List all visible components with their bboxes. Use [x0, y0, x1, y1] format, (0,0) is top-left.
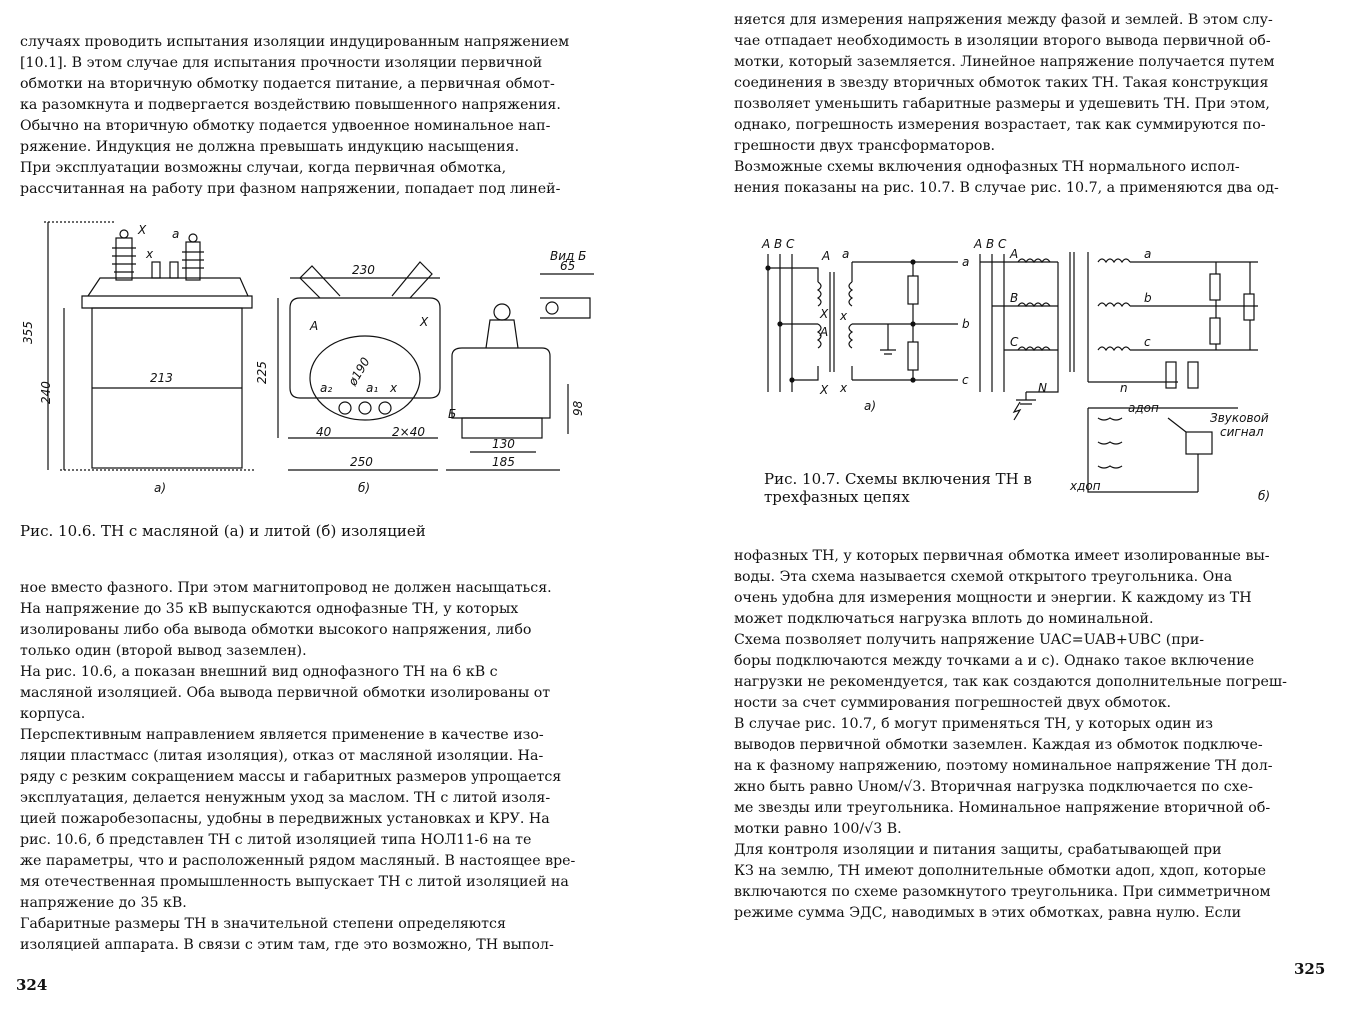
dim-250: 250: [350, 455, 373, 469]
label-c-star: c: [1144, 335, 1151, 349]
label-X-wind: X: [820, 307, 829, 321]
label-N: N: [1038, 381, 1047, 395]
figure-10-7-caption-line2: трехфазных цепях: [764, 488, 910, 506]
text-line: выводов первичной обмотки заземлен. Каждая из обмоток подключе-: [734, 737, 1263, 753]
dim-240: 240: [39, 381, 53, 404]
label-B-star: B: [1010, 291, 1019, 305]
text-line: напряжение до 35 кВ.: [20, 895, 187, 911]
label-A-b: A: [974, 237, 983, 251]
label-sub-b: б): [1258, 489, 1271, 503]
dim-2x40: 2×40: [392, 425, 425, 439]
dim-40: 40: [316, 425, 332, 439]
text-line: соединения в звезду вторичных обмоток таких ТН. Такая конструкция: [734, 75, 1269, 91]
dim-130: 130: [492, 437, 515, 451]
text-line: изолированы либо оба вывода обмотки высокого напряжения, либо: [20, 622, 532, 638]
label-B-b: B: [986, 237, 995, 251]
dim-65: 65: [560, 259, 576, 273]
text-line: режиме сумма ЭДС, наводимых в этих обмотках, равна нулю. Если: [734, 905, 1242, 921]
label-X2: X: [420, 315, 429, 329]
text-line: нения показаны на рис. 10.7. В случае рис. 10.7, а применяются два од-: [734, 180, 1279, 196]
dim-185: 185: [492, 455, 515, 469]
text-line: эксплуатация, делается ненужным уход за маслом. ТН с литой изоля-: [20, 790, 551, 806]
text-line: корпуса.: [20, 706, 86, 722]
figure-10-7-caption-line1: Рис. 10.7. Схемы включения ТН в: [764, 470, 1032, 488]
dim-225: 225: [255, 361, 269, 384]
label-a-out: a: [842, 247, 850, 261]
label-view-b: Вид Б: [550, 249, 587, 263]
text-line: ности за счет суммирования погрешностей двух обмоток.: [734, 695, 1172, 711]
text-line: При эксплуатации возможны случаи, когда первичная обмотка,: [20, 160, 507, 176]
text-line: только один (второй вывод заземлен).: [20, 643, 307, 659]
label-x-dop: xдоп: [1070, 479, 1101, 493]
text-line: В случае рис. 10.7, б могут применяться ТН, у которых один из: [734, 716, 1213, 732]
label-b-term: b: [962, 317, 970, 331]
text-line: цией пожаробезопасны, удобны в передвижных установках и КРУ. На: [20, 811, 550, 827]
label-a2: a₂: [320, 381, 333, 395]
page-number-left: 324: [16, 976, 48, 994]
text-line: Перспективным направлением является применение в качестве изо-: [20, 727, 544, 743]
label-x: x: [146, 247, 154, 261]
text-line: ка разомкнута и подвергается воздействию повышенного напряжения.: [20, 97, 561, 113]
label-C-star: C: [1010, 335, 1019, 349]
label-C-b: C: [998, 237, 1007, 251]
figure-10-6: [20, 208, 610, 508]
label-B: Б: [448, 407, 457, 421]
label-X: X: [138, 223, 147, 237]
right-bottom-paragraph: [734, 546, 1324, 924]
label-sub-a: а): [864, 399, 877, 413]
text-line: Для контроля изоляции и питания защиты, срабатывающей при: [734, 842, 1222, 858]
label-sub-a: а): [154, 481, 167, 495]
text-line: [10.1]. В этом случае для испытания прочности изоляции первичной: [20, 55, 543, 71]
text-line: случаях проводить испытания изоляции индуцированным напряжением: [20, 34, 570, 50]
text-line: однако, погрешность измерения возрастает, так как суммируются по-: [734, 117, 1266, 133]
text-line: очень удобна для измерения мощности и энергии. К каждому из ТН: [734, 590, 1252, 606]
label-a: a: [172, 227, 180, 241]
text-line: нагрузки не рекомендуется, так как создаются дополнительные погреш-: [734, 674, 1287, 690]
text-line: на к фазному напряжению, поэтому номинальное напряжение ТН дол-: [734, 758, 1273, 774]
scheme-b-star: [980, 252, 1258, 492]
label-a-term: a: [962, 255, 970, 269]
text-line: ме звезды или треугольника. Номинальное напряжение вторичной об-: [734, 800, 1271, 816]
page-number-right: 325: [1294, 960, 1326, 978]
right-page: [674, 0, 1348, 1012]
text-line: мотки равно 100/√3 В.: [734, 821, 902, 837]
text-line: жно быть равно Uном/√3. Вторичная нагрузка подключается по схе-: [734, 779, 1253, 795]
label-A-a: A: [762, 237, 771, 251]
label-sound-2: сигнал: [1220, 425, 1264, 439]
label-a-star: a: [1144, 247, 1152, 261]
left-top-paragraph: [20, 32, 604, 200]
text-line: воды. Эта схема называется схемой открытого треугольника. Она: [734, 569, 1233, 585]
text-line: На напряжение до 35 кВ выпускаются однофазные ТН, у которых: [20, 601, 519, 617]
text-line: нофазных ТН, у которых первичная обмотка имеет изолированные вы-: [734, 548, 1270, 564]
text-line: Габаритные размеры ТН в значительной степени определяются: [20, 916, 506, 932]
text-line: чае отпадает необходимость в изоляции второго вывода первичной об-: [734, 33, 1271, 49]
text-line: же параметры, что и расположенный рядом масляный. В настоящее вре-: [20, 853, 576, 869]
text-line: Схема позволяет получить напряжение UAC=UAB+UBC (при-: [734, 632, 1205, 648]
dim-213: 213: [150, 371, 173, 385]
text-line: обмотки на вторичную обмотку подается питание, а первичная обмот-: [20, 76, 555, 92]
text-line: изоляцией аппарата. В связи с этим там, где это возможно, ТН выпол-: [20, 937, 554, 953]
label-C-a: C: [786, 237, 795, 251]
text-line: ряду с резким сокращением массы и габаритных размеров упрощается: [20, 769, 562, 785]
label-A-star: A: [1010, 247, 1019, 261]
label-sub-b: б): [358, 481, 371, 495]
text-line: позволяет уменьшить габаритные размеры и удешевить ТН. При этом,: [734, 96, 1270, 112]
text-line: ряжение. Индукция не должна превышать индукцию насыщения.: [20, 139, 520, 155]
dim-190: ø190: [345, 354, 373, 389]
text-line: рассчитанная на работу при фазном напряжении, попадает под линей-: [20, 181, 561, 197]
left-bottom-paragraph: [20, 578, 604, 956]
label-A: A: [310, 319, 319, 333]
dim-98: 98: [571, 400, 585, 416]
scheme-a-open-delta: [766, 254, 958, 392]
text-line: боры подключаются между точками а и с). Однако такое включение: [734, 653, 1255, 669]
text-line: мя отечественная промышленность выпускает ТН с литой изоляцией на: [20, 874, 569, 890]
text-line: может подключаться нагрузка вплоть до номинальной.: [734, 611, 1154, 627]
text-line: рис. 10.6, б представлен ТН с литой изоляцией типа НОЛ11-6 на те: [20, 832, 532, 848]
label-x-out2: x: [840, 381, 848, 395]
text-line: Возможные схемы включения однофазных ТН нормального испол-: [734, 159, 1240, 175]
text-line: мотки, который заземляется. Линейное напряжение получается путем: [734, 54, 1275, 70]
cast-transformer-side: [446, 274, 594, 470]
text-line: грешности двух трансформаторов.: [734, 138, 995, 154]
label-sound-1: Звуковой: [1210, 411, 1269, 425]
label-X-wind2: X: [820, 383, 829, 397]
label-a-dop: aдоп: [1128, 401, 1159, 415]
figure-10-6-caption: Рис. 10.6. ТН с масляной (а) и литой (б) изоляцией: [20, 522, 426, 540]
text-line: КЗ на землю, ТН имеют дополнительные обмотки aдоп, xдоп, которые: [734, 863, 1266, 879]
text-line: Обычно на вторичную обмотку подается удвоенное номинальное нап-: [20, 118, 551, 134]
label-x-out: x: [840, 309, 848, 323]
label-A-wind2: A: [820, 325, 829, 339]
label-a1: a₁: [366, 381, 379, 395]
text-line: ляции пластмасс (литая изоляция), отказ от масляной изоляции. На-: [20, 748, 544, 764]
label-x2: x: [390, 381, 398, 395]
dim-355: 355: [21, 321, 35, 344]
label-n: n: [1120, 381, 1128, 395]
text-line: включаются по схеме разомкнутого треугольника. При симметричном: [734, 884, 1271, 900]
label-B-a: B: [774, 237, 783, 251]
text-line: На рис. 10.6, а показан внешний вид однофазного ТН на 6 кВ с: [20, 664, 498, 680]
label-b-star: b: [1144, 291, 1152, 305]
label-c-term: c: [962, 373, 969, 387]
right-top-paragraph: [734, 10, 1324, 199]
dim-230: 230: [352, 263, 375, 277]
text-line: ное вместо фазного. При этом магнитопровод не должен насыщаться.: [20, 580, 552, 596]
text-line: масляной изоляцией. Оба вывода первичной обмотки изолированы от: [20, 685, 551, 701]
label-A-wind: A: [822, 249, 831, 263]
text-line: няется для измерения напряжения между фазой и землей. В этом слу-: [734, 12, 1273, 28]
